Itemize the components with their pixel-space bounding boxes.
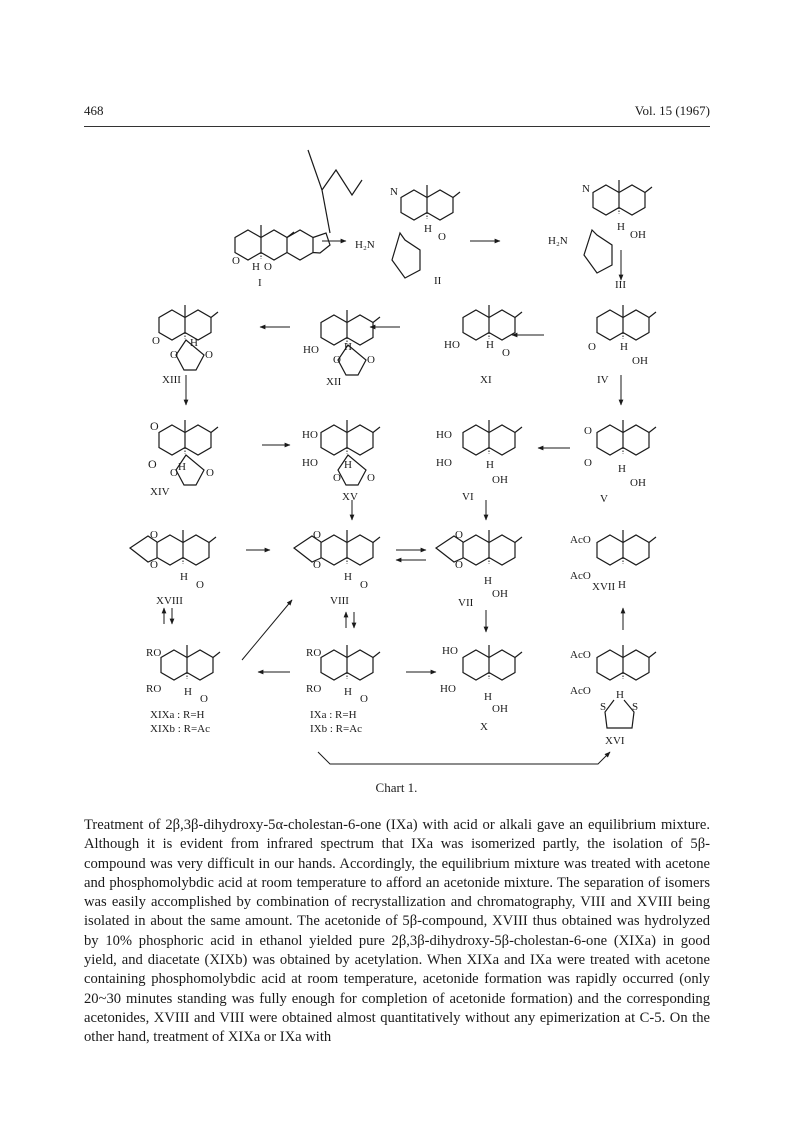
compound-I — [232, 150, 362, 289]
substituent-text: O — [333, 354, 341, 366]
substituent-text: RO — [146, 647, 162, 659]
compound-label: IXa : R=H — [310, 709, 357, 721]
compound-XVII — [570, 530, 656, 593]
substituent-text: O — [333, 472, 341, 484]
substituent-text: O — [584, 425, 592, 437]
compound-label: XII — [326, 376, 342, 388]
substituent-text: HO — [436, 429, 452, 441]
compound-II — [355, 185, 460, 287]
substituent-text: O — [455, 529, 463, 541]
substituent-text: HO — [442, 645, 458, 657]
substituent-text: AcO — [570, 570, 591, 582]
substituent-text: HO — [436, 457, 452, 469]
substituent-text: O — [313, 529, 321, 541]
compound-label: VIII — [330, 595, 349, 607]
substituent-text: RO — [146, 683, 162, 695]
header-rule — [84, 126, 710, 127]
page-number: 468 — [84, 103, 104, 118]
substituent-text: O — [148, 457, 157, 471]
compound-IV — [588, 305, 656, 386]
substituent-text: H — [616, 689, 624, 701]
substituent-text: O — [584, 457, 592, 469]
substituent-text: H — [620, 341, 628, 353]
substituent-text: HO — [444, 339, 460, 351]
compound-label: VI — [462, 491, 474, 503]
substituent-text: O — [502, 347, 510, 359]
substituent-text: O — [455, 559, 463, 571]
substituent-text: H — [344, 459, 352, 471]
substituent-text: H₂N — [355, 239, 375, 251]
substituent-text: H — [486, 459, 494, 471]
compound-VIII — [294, 529, 380, 607]
substituent-text: OH — [632, 355, 648, 367]
substituent-text: AcO — [570, 649, 591, 661]
substituent-text: HO — [302, 429, 318, 441]
substituent-text: H — [486, 339, 494, 351]
compound-label: I — [258, 277, 262, 289]
page-header — [84, 103, 710, 123]
compound-IX — [306, 645, 380, 735]
substituent-text: O — [200, 693, 208, 705]
compound-III — [548, 180, 652, 291]
substituent-text: O — [205, 349, 213, 361]
compound-label: XIII — [162, 374, 181, 386]
compound-label: IXb : R=Ac — [310, 723, 363, 735]
compound-label: XIV — [150, 486, 170, 498]
compound-XVIII — [130, 529, 216, 607]
substituent-text: H — [484, 691, 492, 703]
substituent-text: AcO — [570, 685, 591, 697]
substituent-text: H — [344, 571, 352, 583]
substituent-text: H — [618, 463, 626, 475]
substituent-text: RO — [306, 647, 322, 659]
substituent-text: HO — [303, 344, 319, 356]
substituent-text: AcO — [570, 534, 591, 546]
compound-XIX — [146, 645, 220, 735]
substituent-text: O — [170, 349, 178, 361]
substituent-text: RO — [306, 683, 322, 695]
compound-label: II — [434, 275, 442, 287]
substituent-text: H — [252, 261, 260, 273]
journal-volume: Vol. 15 (1967) — [634, 103, 710, 118]
substituent-text: OH — [630, 229, 646, 241]
compound-label: V — [600, 493, 608, 505]
compound-XVI — [570, 645, 656, 747]
compound-label: X — [480, 721, 488, 733]
reaction-chart — [0, 130, 793, 775]
substituent-text: H — [184, 686, 192, 698]
compound-label: XIXa : R=H — [150, 709, 205, 721]
substituent-text: S — [600, 701, 607, 713]
substituent-text: H — [344, 341, 352, 353]
substituent-text: O — [232, 255, 240, 267]
substituent-text: O — [367, 354, 375, 366]
substituent-text: O — [150, 529, 158, 541]
substituent-text: HO — [302, 457, 318, 469]
reaction-arrows — [164, 241, 623, 764]
compound-XIV — [148, 419, 218, 498]
compound-VII — [436, 529, 522, 609]
substituent-text: O — [313, 559, 321, 571]
compound-label: XV — [342, 491, 358, 503]
substituent-text: O — [264, 261, 272, 273]
substituent-text: H — [344, 686, 352, 698]
substituent-text: OH — [492, 474, 508, 486]
compound-label: XIXb : R=Ac — [150, 723, 210, 735]
substituent-text: O — [150, 559, 158, 571]
compound-XV — [302, 420, 380, 503]
compound-label: III — [615, 279, 626, 291]
chart-caption: Chart 1. — [375, 780, 418, 795]
substituent-text: O — [206, 467, 214, 479]
substituent-text: H — [190, 337, 198, 349]
compound-label: XVII — [592, 581, 616, 593]
substituent-text: O — [360, 693, 368, 705]
compound-label: IV — [597, 374, 609, 386]
compound-label: VII — [458, 597, 474, 609]
substituent-text: O — [150, 419, 159, 433]
substituent-text: H — [424, 223, 432, 235]
compound-VI — [436, 420, 522, 503]
substituent-text: OH — [630, 477, 646, 489]
substituent-text: HO — [440, 683, 456, 695]
compound-XIII — [152, 305, 218, 386]
compound-label: XI — [480, 374, 492, 386]
substituent-text: O — [152, 335, 160, 347]
substituent-text: O — [588, 341, 596, 353]
compound-label: XVIII — [156, 595, 183, 607]
substituent-text: OH — [492, 703, 508, 715]
substituent-text: H — [180, 571, 188, 583]
substituent-text: O — [438, 231, 446, 243]
substituent-text: N — [582, 183, 590, 195]
body-paragraph: Treatment of 2β,3β-dihydroxy-5α-cholestan-6-one (IXa) with acid or alkali gave an equilibrium mixture. Although it is evident from infrared spectrum that IXa was isomerized partly, the isolation of 5β-compound was very difficult in our hands. Accordingly, the equilibrium mixture was treated with acetone and phosphomolybdic acid at room temperature to afford an acetonide mixture. The separation of isomers was easily accomplished by combination of recrystallization and chromatography, VIII and XVIII being isolated in about the same amount. The acetonide of 5β-compound, XVIII thus obtained was hydrolyzed by 10% phosphoric acid in ethanol yielded pure 2β,3β-dihydroxy-5β-cholestan-6-one (XIXa) in good yield, and diacetate (XIXb) was obtained by acetylation. When XIXa and IXa were treated with acetone containing phosphomolybdic acid at room temperature, acetonide formation was rapidly occurred (only 20~30 minutes standing was fully enough for completion of acetonide formation) and the corresponding acetonides, XVIII and VIII were obtained almost quantitatively without any epimerization at C-5. On the other hand, treatment of XIXa or IXa with — [84, 817, 710, 1046]
substituent-text: OH — [492, 588, 508, 600]
substituent-text: O — [170, 467, 178, 479]
substituent-text: H — [178, 461, 186, 473]
substituent-text: H — [484, 575, 492, 587]
substituent-text: O — [196, 579, 204, 591]
compound-label: XVI — [605, 735, 625, 747]
substituent-text: H — [618, 579, 626, 591]
substituent-text: H₂N — [548, 235, 568, 247]
substituent-text: O — [367, 472, 375, 484]
substituent-text: S — [632, 701, 639, 713]
substituent-text: H — [617, 221, 625, 233]
compound-V — [584, 420, 656, 505]
compound-XII — [303, 310, 380, 388]
compound-XI — [444, 305, 522, 386]
substituent-text: N — [390, 186, 398, 198]
compound-X — [440, 645, 522, 733]
substituent-text: O — [360, 579, 368, 591]
